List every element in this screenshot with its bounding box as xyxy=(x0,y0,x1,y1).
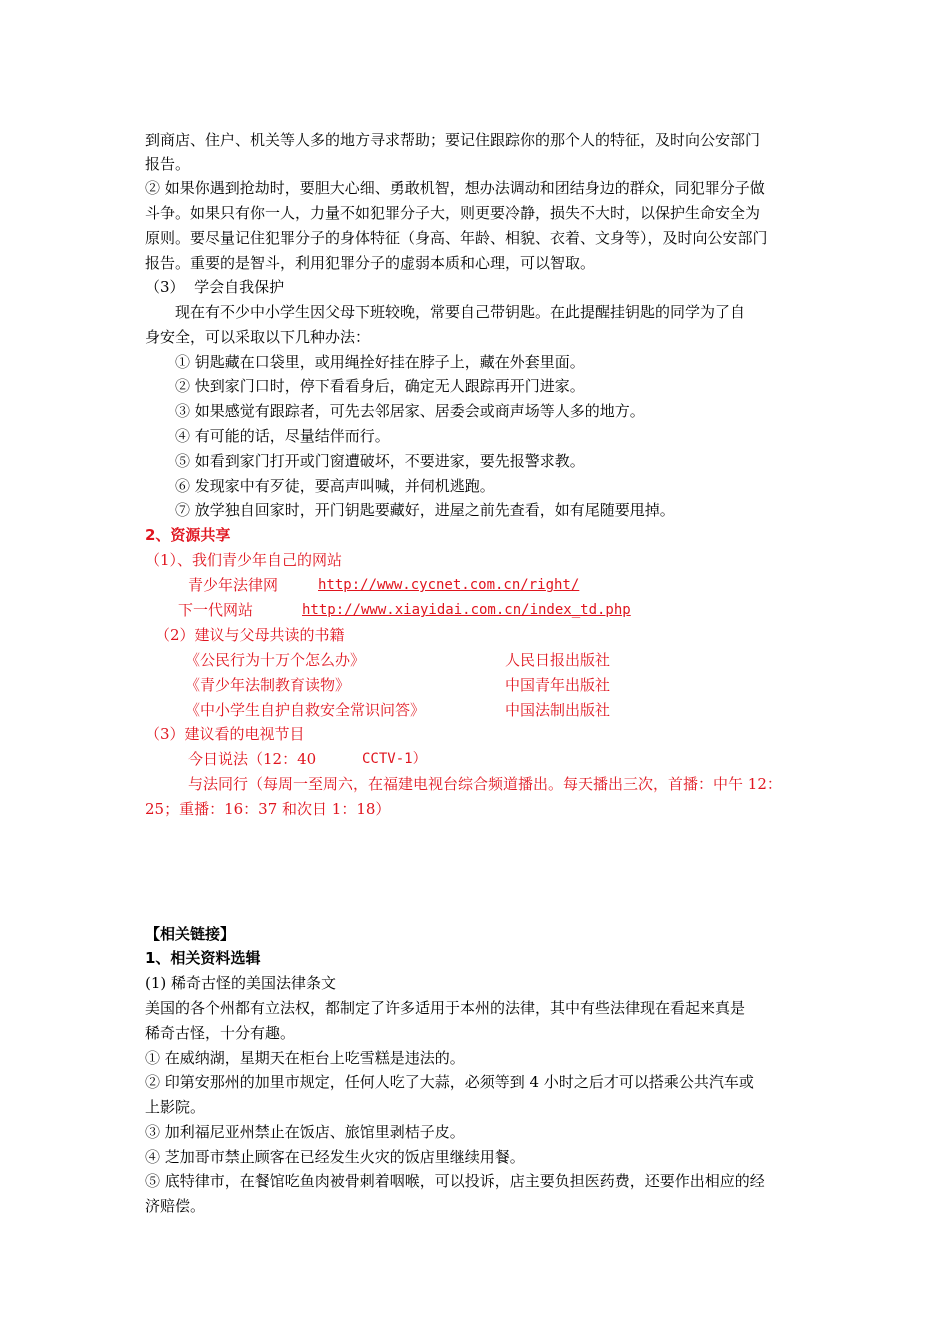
tv-channel: CCTV-1） xyxy=(362,751,427,767)
paragraph-line: 到商店、住户、机关等人多的地方寻求帮助；要记住跟踪你的那个人的特征，及时向公安部门 xyxy=(145,131,761,149)
list-item: ④ 芝加哥市禁止顾客在已经发生火灾的饭店里继续用餐。 xyxy=(145,1148,525,1166)
subheading: （3） 学会自我保护 xyxy=(145,278,285,296)
list-item: ③ 加利福尼亚州禁止在饭店、旅馆里剥桔子皮。 xyxy=(145,1123,465,1141)
subheading: 1、相关资料选辑 xyxy=(145,949,261,967)
book-publisher: 中国法制出版社 xyxy=(505,701,611,719)
book-publisher: 中国青年出版社 xyxy=(505,676,611,694)
tv-program: 今日说法（12：40 xyxy=(188,750,317,768)
paragraph-line: ② 如果你遇到抢劫时，要胆大心细、勇敢机智，想办法调动和团结身边的群众，同犯罪分子做 xyxy=(145,179,765,197)
list-item: ① 在威纳湖，星期天在柜台上吃雪糕是违法的。 xyxy=(145,1049,465,1067)
list-item: ⑥ 发现家中有歹徒，要高声叫喊，并伺机逃跑。 xyxy=(175,477,495,495)
section-heading: 2、资源共享 xyxy=(145,526,231,544)
list-item: ⑦ 放学独自回家时，开门钥匙要藏好，进屋之前先查看，如有尾随要甩掉。 xyxy=(175,501,675,519)
list-item: ⑤ 如看到家门打开或门窗遭破坏，不要进家，要先报警求教。 xyxy=(175,452,585,470)
item-title: (1) 稀奇古怪的美国法律条文 xyxy=(145,974,337,992)
list-item: 上影院。 xyxy=(145,1098,206,1116)
book-title: 《中小学生自护自救安全常识问答》 xyxy=(185,701,426,719)
website-link[interactable]: http://www.xiayidai.com.cn/index_td.php xyxy=(302,602,631,618)
list-item: ⑤ 底特律市，在餐馆吃鱼肉被骨刺着咽喉，可以投诉，店主要负担医药费，还要作出相应的经 xyxy=(145,1172,765,1190)
book-title: 《青少年法制教育读物》 xyxy=(185,676,351,694)
paragraph-line: 身安全，可以采取以下几种办法： xyxy=(145,328,371,346)
tv-program: 25；重播：16：37 和次日 1：18） xyxy=(145,800,391,818)
section-heading: 【相关链接】 xyxy=(145,925,236,943)
paragraph-line: 现在有不少中小学生因父母下班较晚，常要自己带钥匙。在此提醒挂钥匙的同学为了自 xyxy=(175,303,746,321)
list-item: 济赔偿。 xyxy=(145,1197,206,1215)
book-publisher: 人民日报出版社 xyxy=(505,651,611,669)
list-item: ① 钥匙藏在口袋里，或用绳拴好挂在脖子上，藏在外套里面。 xyxy=(175,353,585,371)
list-item: ④ 有可能的话，尽量结伴而行。 xyxy=(175,427,390,445)
paragraph-line: 报告。 xyxy=(145,155,191,173)
website-name: 下一代网站 xyxy=(178,601,254,619)
list-item: ② 快到家门口时，停下看看身后，确定无人跟踪再开门进家。 xyxy=(175,377,585,395)
website-link[interactable]: http://www.cycnet.com.cn/right/ xyxy=(318,577,580,593)
paragraph-line: 报告。重要的是智斗，利用犯罪分子的虚弱本质和心理，可以智取。 xyxy=(145,254,596,272)
list-item: ② 印第安那州的加里市规定，任何人吃了大蒜，必须等到 4 小时之后才可以搭乘公共汽车或 xyxy=(145,1073,754,1091)
tv-program: 与法同行（每周一至周六，在福建电视台综合频道播出。每天播出三次，首播：中午 12： xyxy=(188,775,782,793)
paragraph-line: 美国的各个州都有立法权，都制定了许多适用于本州的法律，其中有些法律现在看起来真是 xyxy=(145,999,746,1017)
paragraph-line: 斗争。如果只有你一人，力量不如犯罪分子大，则更要冷静，损失不大时，以保护生命安全为 xyxy=(145,204,761,222)
book-title: 《公民行为十万个怎么办》 xyxy=(185,651,366,669)
subheading: （1）、我们青少年自己的网站 xyxy=(145,551,343,569)
list-item: ③ 如果感觉有跟踪者，可先去邻居家、居委会或商声场等人多的地方。 xyxy=(175,402,645,420)
paragraph-line: 原则。要尽量记住犯罪分子的身体特征（身高、年龄、相貌、衣着、文身等），及时向公安部门 xyxy=(145,229,768,247)
subheading: （3）建议看的电视节目 xyxy=(145,725,305,743)
subheading: （2）建议与父母共读的书籍 xyxy=(155,626,345,644)
paragraph-line: 稀奇古怪，十分有趣。 xyxy=(145,1024,296,1042)
website-name: 青少年法律网 xyxy=(188,576,279,594)
